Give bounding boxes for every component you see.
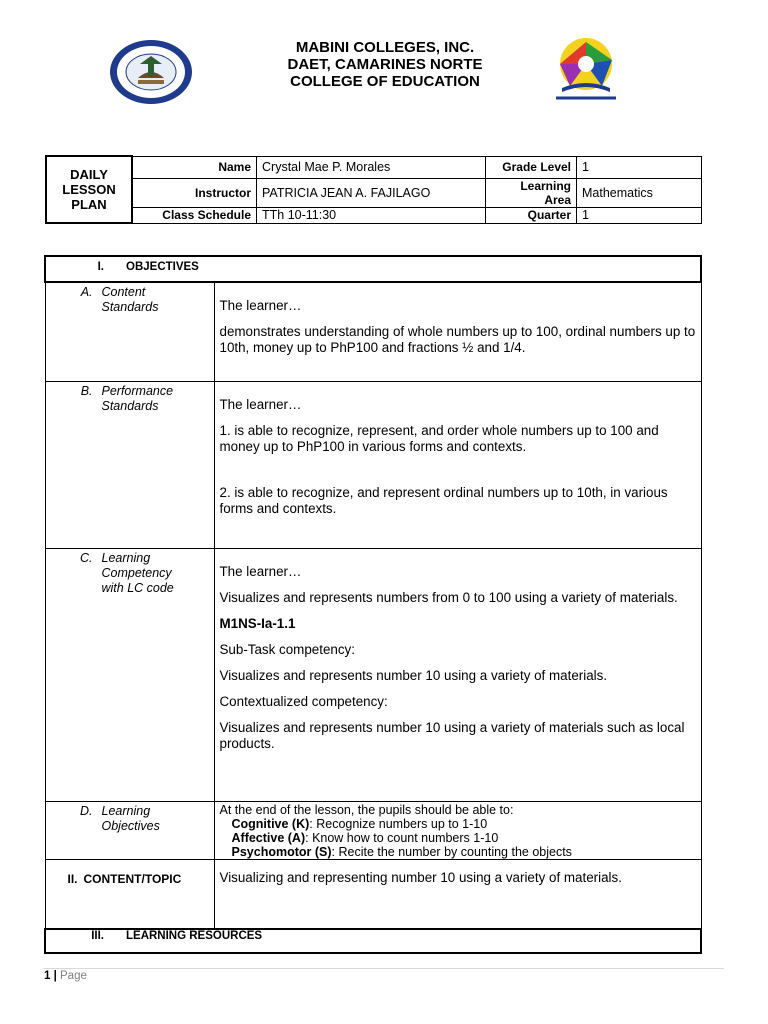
content-topic-label-cell <box>45 860 214 930</box>
learning-competency-label-2: Competency <box>101 566 172 580</box>
school-name: MABINI COLLEGES, INC. <box>295 39 475 56</box>
college-name: COLLEGE OF EDUCATION <box>290 73 480 90</box>
lc-code: M1NS-Ia-1.1 <box>219 616 296 631</box>
mabini-colleges-seal-logo <box>108 38 194 106</box>
paragraph: Contextualized competency: <box>219 694 388 709</box>
content-topic-text: Visualizing and representing number 10 using a variety of materials. <box>219 870 622 885</box>
cognitive-text: : Recognize numbers up to 1-10 <box>309 817 488 831</box>
content-standards-label: Content <box>101 285 146 299</box>
college-of-education-logo <box>540 30 632 106</box>
performance-standards-body <box>214 382 701 549</box>
section-number: III. <box>91 930 104 942</box>
paragraph: 1. is able to recognize, represent, and order whole numbers up to 100 and money up to PhP100 in various forms and contexts. <box>219 423 659 454</box>
section-title: OBJECTIVES <box>126 261 199 273</box>
affective-label: Affective (A) <box>231 831 306 845</box>
school-title <box>240 39 530 90</box>
content-standards-label-2: Standards <box>101 300 159 314</box>
learning-objectives-label-2: Objectives <box>101 819 160 833</box>
learning-objectives-label-cell <box>45 802 214 860</box>
section-title: LEARNING RESOURCES <box>126 930 263 942</box>
page-footer <box>44 970 87 982</box>
performance-standards-label-cell <box>45 382 214 549</box>
page-word: Page <box>60 970 87 982</box>
daily-lesson-plan-label: DAILY LESSON PLAN <box>46 156 132 223</box>
affective-objective <box>220 831 696 845</box>
learning-objectives-body <box>214 802 701 860</box>
school-location: DAET, CAMARINES NORTE <box>287 56 483 73</box>
paragraph: The learner… <box>219 298 302 313</box>
learning-objectives-label: Learning <box>101 804 151 818</box>
instructor-value: PATRICIA JEAN A. FAJILAGO <box>257 178 486 207</box>
lesson-info-table <box>45 155 702 224</box>
page-number: 1 | <box>44 970 57 982</box>
content-topic-label: CONTENT/TOPIC <box>83 872 182 886</box>
psychomotor-label: Psychomotor (S) <box>231 845 332 859</box>
grade-level-label: Grade Level <box>486 156 577 178</box>
name-value: Crystal Mae P. Morales <box>257 156 486 178</box>
learning-competency-label-3: with LC code <box>101 581 174 595</box>
paragraph: Visualizes and represents number 10 using a variety of materials such as local products. <box>219 720 685 751</box>
section-number: I. <box>97 261 104 273</box>
class-schedule-value: TTh 10-11:30 <box>257 207 486 223</box>
learning-resources-header <box>45 929 701 953</box>
cognitive-objective <box>220 817 696 831</box>
performance-standards-label-2: Standards <box>101 399 159 413</box>
content-topic-body <box>214 860 701 930</box>
paragraph: The learner… <box>219 397 302 412</box>
psychomotor-objective <box>220 845 696 859</box>
quarter-label: Quarter <box>486 207 577 223</box>
item-marker: D. <box>80 804 93 818</box>
paragraph: 2. is able to recognize, and represent ordinal numbers up to 10th, in various forms and contexts. <box>219 485 668 516</box>
name-label: Name <box>132 156 257 178</box>
learning-competency-label-cell <box>45 549 214 802</box>
content-standards-label-cell <box>45 282 214 382</box>
psychomotor-text: : Recite the number by counting the objects <box>331 845 572 859</box>
item-marker: B. <box>80 384 93 398</box>
learning-area-label: Learning Area <box>486 178 577 207</box>
affective-text: : Know how to count numbers 1-10 <box>305 831 499 845</box>
quarter-value: 1 <box>577 207 702 223</box>
lesson-plan-table <box>44 255 702 954</box>
learning-area-value: Mathematics <box>577 178 702 207</box>
class-schedule-label: Class Schedule <box>132 207 257 223</box>
objectives-header <box>45 256 701 282</box>
footer-divider <box>44 968 724 969</box>
learning-competency-body <box>214 549 701 802</box>
learning-competency-label: Learning <box>101 551 151 565</box>
performance-standards-label: Performance <box>101 384 174 398</box>
paragraph: demonstrates understanding of whole numbers up to 100, ordinal numbers up to 10th, money up to PhP100 and fractions ½ and 1/4. <box>219 324 696 355</box>
paragraph: Visualizes and represents number 10 using a variety of materials. <box>219 668 608 683</box>
paragraph: The learner… <box>219 564 302 579</box>
paragraph: Sub-Task competency: <box>219 642 355 657</box>
item-marker: A. <box>80 285 93 299</box>
grade-level-value: 1 <box>577 156 702 178</box>
instructor-label: Instructor <box>132 178 257 207</box>
objectives-intro: At the end of the lesson, the pupils should be able to: <box>219 803 514 817</box>
item-marker: C. <box>80 551 93 565</box>
content-standards-body <box>214 282 701 382</box>
section-number: II. <box>67 872 78 886</box>
cognitive-label: Cognitive (K) <box>231 817 310 831</box>
paragraph: Visualizes and represents numbers from 0 to 100 using a variety of materials. <box>219 590 678 605</box>
